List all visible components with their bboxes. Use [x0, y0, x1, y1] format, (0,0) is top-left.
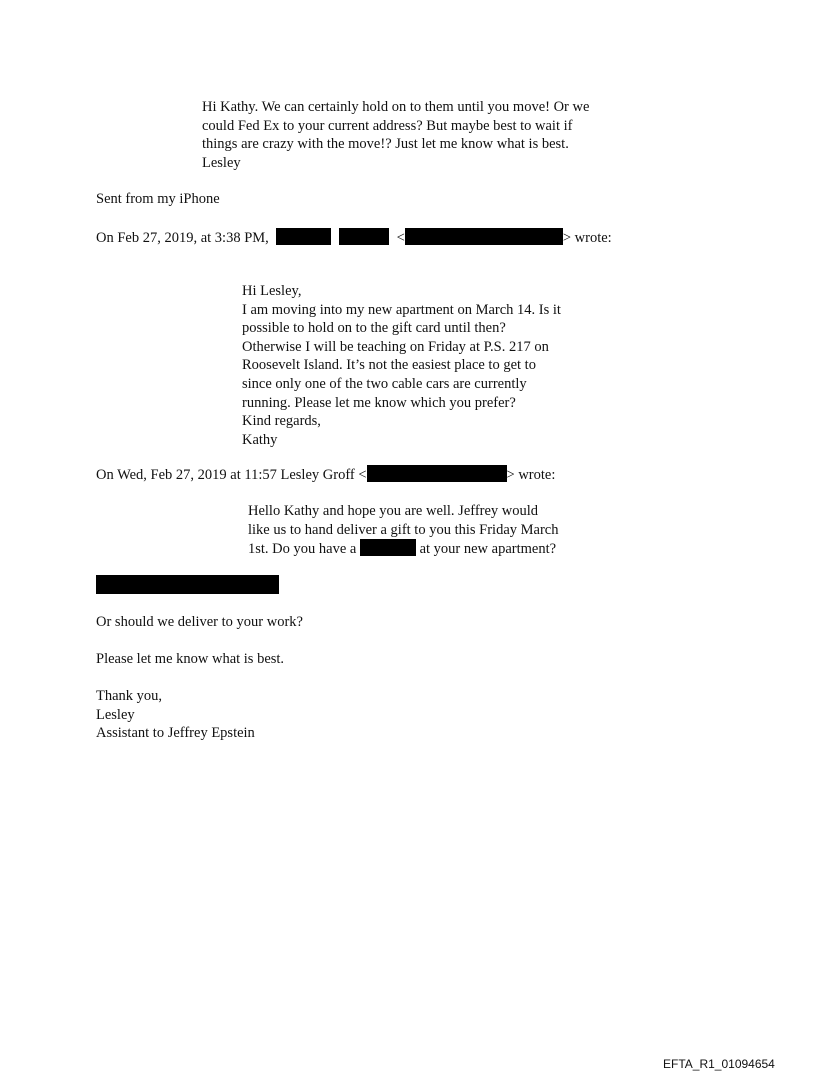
redaction-box	[360, 539, 416, 556]
kathy-line: possible to hold on to the gift card until then?	[242, 320, 506, 337]
quote-header-lt: <	[396, 230, 405, 246]
original-line-3-prefix: 1st. Do you have a	[248, 541, 357, 558]
closing-line: Lesley	[96, 706, 135, 723]
closing	[96, 687, 255, 743]
quote-header-prefix: On Wed, Feb 27, 2019 at 11:57 Lesley Groff <	[96, 467, 367, 483]
kathy-line: Roosevelt Island. It’s not the easiest place to get to	[242, 357, 536, 374]
kathy-line: Hi Lesley,	[242, 283, 302, 299]
original-line: Hello Kathy and hope you are well. Jeffrey would	[248, 503, 539, 519]
followup-best: Please let me know what is best.	[96, 651, 285, 667]
quote-header-2	[96, 465, 555, 485]
quote-header-suffix: > wrote:	[506, 467, 556, 483]
reply-lesley	[202, 98, 589, 172]
document-id: EFTA_R1_01094654	[663, 1057, 775, 1071]
lesley-original	[248, 502, 558, 559]
kathy-line: Otherwise I will be teaching on Friday at P.S. 217 on	[242, 338, 549, 355]
reply-line: things are crazy with the move!? Just let me know what is best.	[202, 136, 569, 153]
quote-header-1	[96, 228, 612, 248]
kathy-line: I am moving into my new apartment on March 14. Is it	[242, 301, 561, 318]
redaction-box	[405, 228, 563, 245]
kathy-line: running. Please let me know which you prefer?	[242, 394, 516, 411]
kathy-line: Kathy	[242, 431, 278, 448]
signature-iphone: Sent from my iPhone	[96, 191, 220, 207]
redaction-box	[96, 575, 279, 594]
reply-line: Lesley	[202, 154, 241, 171]
reply-line: could Fed Ex to your current address? But maybe best to wait if	[202, 117, 573, 134]
redaction-box	[367, 465, 507, 482]
kathy-line: since only one of the two cable cars are currently	[242, 375, 527, 392]
reply-line: Hi Kathy. We can certainly hold on to them until you move! Or we	[202, 99, 590, 115]
quote-header-suffix: > wrote:	[562, 230, 612, 246]
followup-work: Or should we deliver to your work?	[96, 614, 303, 630]
kathy-message	[242, 282, 561, 449]
quote-header-prefix: On Feb 27, 2019, at 3:38 PM,	[96, 230, 269, 246]
original-line-3-suffix: at your new apartment?	[419, 541, 557, 558]
redaction-box	[276, 228, 331, 245]
redaction-box	[339, 228, 389, 245]
original-line-3	[248, 539, 558, 559]
kathy-line: Kind regards,	[242, 413, 321, 430]
original-line: like us to hand deliver a gift to you this Friday March	[248, 521, 559, 538]
closing-line: Thank you,	[96, 688, 163, 704]
closing-line: Assistant to Jeffrey Epstein	[96, 725, 255, 742]
